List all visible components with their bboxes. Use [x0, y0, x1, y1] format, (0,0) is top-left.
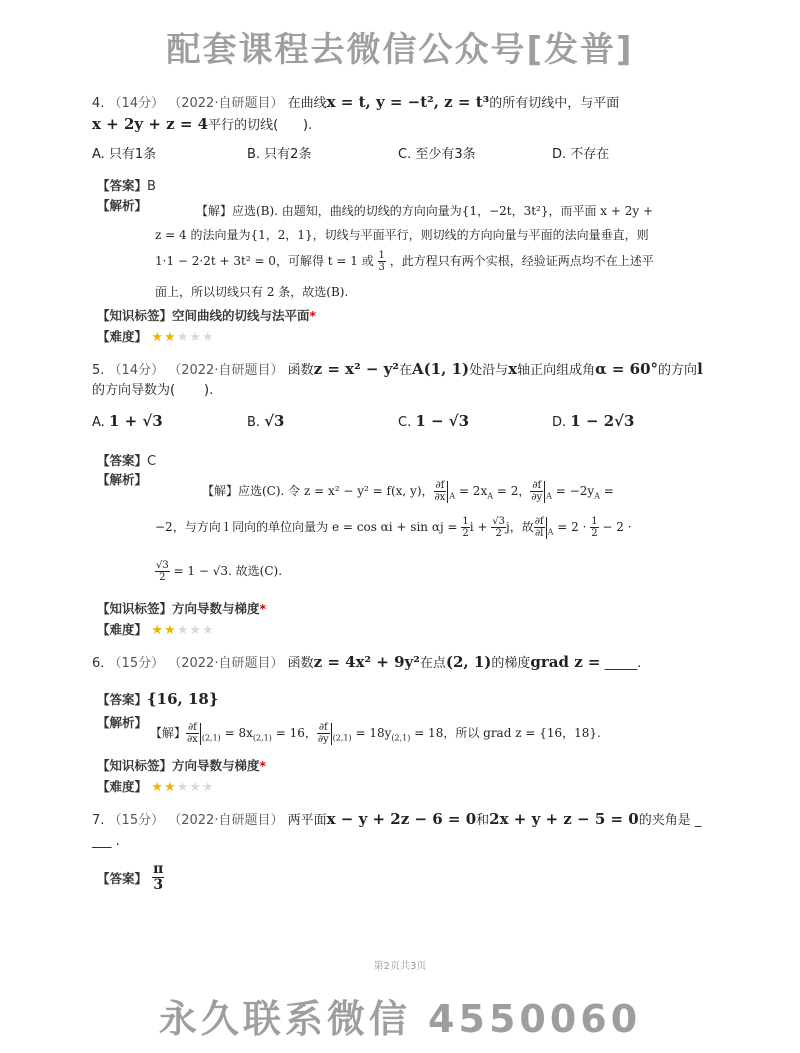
subscript: (2,1): [201, 733, 221, 743]
q6-text-a: 函数: [287, 656, 314, 671]
q5-stem: [92, 359, 752, 380]
q6-blank: _____: [604, 656, 638, 671]
q5-option-a[interactable]: [92, 412, 163, 430]
q5-option-d[interactable]: [552, 412, 634, 430]
frac-num: 1: [378, 250, 385, 261]
q6-text-c: 的梯度: [491, 656, 531, 671]
subscript: (2,1): [332, 733, 352, 743]
q4-stem-text-4: ).: [302, 118, 313, 133]
q6-answer: [97, 689, 219, 708]
q5-stem-line2: [92, 382, 213, 400]
q4-option-a[interactable]: A. 只有1条: [92, 147, 157, 162]
q4-sol-line3: [155, 250, 654, 273]
frac-den: 2: [495, 528, 502, 539]
q5-option-c-key: C.: [398, 415, 412, 430]
q5-text-b: 在: [398, 363, 412, 378]
q5-option-a-val: 1 + √3: [108, 412, 163, 430]
frac-den: 2: [159, 572, 166, 583]
q7-answer: [97, 862, 164, 894]
q6-source: （2022·自研题目）: [168, 656, 284, 671]
required-asterisk: *: [259, 601, 267, 616]
q6-sol-e: = 18，所以 grad z = {16，18}.: [414, 726, 601, 740]
fraction: [534, 516, 545, 539]
q5-answer: [97, 450, 156, 469]
q7-text-b: 和: [476, 813, 490, 828]
frac-num: 1: [462, 516, 469, 527]
q5-math-1: z = x² − y²: [313, 360, 399, 378]
q4-option-d[interactable]: D. 不存在: [552, 147, 610, 162]
q7-score: （15分）: [108, 813, 165, 828]
q7-number: 7.: [92, 813, 105, 828]
star-empty-icon: ★★★: [176, 780, 215, 795]
q4-answer: [97, 175, 156, 194]
q5-sol-b: = 2x: [458, 484, 488, 498]
answer-label: 【答案】: [97, 178, 148, 193]
subscript: A: [547, 527, 554, 537]
eval-bar: [331, 723, 332, 745]
frac-num: ∂f: [532, 480, 542, 491]
q6-math-3: grad z =: [530, 653, 601, 671]
q5-score: （14分）: [108, 363, 165, 378]
q4-stem-math-2: x + 2y + z = 4: [92, 115, 209, 133]
q4-tag-text: 空间曲线的切线与法平面: [172, 308, 310, 323]
q5-knowledge-tag: [97, 599, 266, 617]
q5-math-2: A(1, 1): [411, 360, 470, 378]
q4-analysis-label: 【解析】: [97, 198, 148, 213]
q5-sol-f: −2，与方向 l 同向的单位向量为 e = cos αi + sin αj =: [155, 520, 458, 534]
frac-num: π: [153, 861, 164, 877]
q6-text-b: 在点: [419, 656, 446, 671]
fraction: [530, 480, 543, 503]
q4-sol-line3-b: ，此方程只有两个实根，经验证两点均不在上述平: [389, 254, 654, 268]
q5-text-c: 处沿与: [469, 363, 509, 378]
q5-option-d-key: D.: [552, 415, 567, 430]
q4-stem-text-3: 平行的切线(: [208, 118, 279, 133]
q6-sol-d: = 18y: [355, 726, 392, 740]
q6-math-2: (2, 1): [445, 653, 492, 671]
q7-text-a: 两平面: [287, 813, 327, 828]
q5-math-4: α = 60°: [595, 360, 659, 378]
fraction: [378, 250, 386, 273]
eval-bar: [546, 517, 547, 539]
frac-num: √3: [492, 516, 506, 527]
q4-stem-math-1: x = t, y = −t², z = t³: [326, 93, 490, 111]
q6-sol-b: = 8x: [224, 726, 253, 740]
q5-tag-text: 方向导数与梯度: [172, 601, 260, 616]
q6-stem: [92, 652, 752, 673]
frac-den: 2: [591, 528, 598, 539]
q7-math-2: 2x + y + z − 5 = 0: [489, 810, 639, 828]
answer-label: 【答案】: [97, 692, 148, 707]
frac-den: ∂x: [434, 492, 446, 503]
q5-analysis-label: 【解析】: [97, 472, 148, 487]
q6-difficulty: [97, 777, 215, 795]
star-filled-icon: ★★: [151, 623, 177, 638]
q6-sol-c: = 16，: [275, 726, 317, 740]
difficulty-stars: [151, 330, 214, 345]
page-footer: 第2页共3页: [373, 961, 427, 972]
fraction: [491, 516, 506, 539]
difficulty-label: 【难度】: [97, 622, 148, 637]
watermark-top: 配套课程去微信公众号[发普]: [166, 30, 634, 70]
knowledge-label: 【知识标签】: [97, 601, 173, 616]
q4-sol-line1: 【解】应选(B). 由题知，曲线的切线的方向向量为{1，−2t，3t²}，而平面 x + 2y +: [196, 204, 654, 218]
subscript: A: [594, 491, 600, 501]
fraction: [186, 722, 199, 745]
q4-difficulty: [97, 327, 215, 345]
q5-option-d-val: 1 − 2√3: [570, 412, 635, 430]
frac-den: 3: [153, 877, 164, 894]
answer-label: 【答案】: [97, 870, 148, 886]
q4-option-b[interactable]: B. 只有2条: [247, 147, 312, 162]
knowledge-label: 【知识标签】: [97, 758, 173, 773]
q4-sol-line4: 面上，所以切线只有 2 条，故选(B).: [155, 285, 349, 299]
q5-sol-a: 【解】应选(C). 令 z = x² − y² = f(x, y)，: [202, 484, 434, 498]
q7-math-1: x − y + 2z − 6 = 0: [326, 810, 477, 828]
q5-text-f: 的方向导数为(: [92, 383, 176, 398]
frac-num: ∂f: [187, 722, 197, 733]
q5-sol-k: = 1 − √3. 故选(C).: [173, 564, 283, 578]
q7-text-c: 的夹角是 _: [638, 813, 702, 828]
difficulty-label: 【难度】: [97, 329, 148, 344]
q5-option-b[interactable]: [247, 412, 285, 430]
q6-sol: [150, 722, 601, 745]
q4-source: （2022·自研题目）: [168, 96, 284, 111]
q5-option-b-val: √3: [264, 412, 285, 430]
subscript: A: [487, 491, 493, 501]
frac-num: √3: [156, 560, 169, 571]
subscript: A: [449, 491, 456, 501]
q5-sol-line2: [155, 516, 632, 539]
q5-text-d: 轴正向组成角: [517, 363, 596, 378]
q5-option-a-key: A.: [92, 415, 105, 430]
subscript: (2,1): [252, 733, 272, 743]
q4-sol-line2: z = 4 的法向量为{1，2，1}，切线与平面平行，则切线的方向向量与平面的法向量垂直，则: [155, 228, 649, 242]
q4-knowledge-tag: [97, 306, 316, 324]
answer-label: 【答案】: [97, 453, 148, 468]
q5-sol-c: = 2，: [496, 484, 531, 498]
eval-bar: [200, 723, 201, 745]
star-filled-icon: ★★: [151, 330, 177, 345]
frac-num: ∂f: [435, 480, 445, 491]
q6-text-end: .: [637, 656, 642, 671]
q4-option-c[interactable]: C. 至少有3条: [398, 147, 476, 162]
q5-sol-j: − 2 ·: [602, 520, 632, 534]
q4-stem-line2: [92, 114, 312, 135]
frac-den: ∂y: [317, 734, 329, 745]
subscript: (2,1): [391, 733, 411, 743]
q5-option-c-val: 1 − √3: [415, 412, 470, 430]
q5-sol-line3: [155, 560, 282, 583]
q7-answer-fraction: [152, 862, 164, 894]
q5-option-b-key: B.: [247, 415, 261, 430]
q4-score: （14分）: [108, 96, 165, 111]
q5-text-g: ).: [204, 383, 214, 398]
q5-option-c[interactable]: [398, 412, 469, 430]
q7-stem: [92, 809, 752, 830]
frac-den: 3: [378, 262, 385, 273]
q5-sol-g: i +: [469, 520, 488, 534]
frac-num: 1: [591, 516, 598, 527]
q5-sol-i: = 2 ·: [557, 520, 587, 534]
subscript: A: [546, 491, 552, 501]
q6-knowledge-tag: [97, 756, 266, 774]
q5-sol-e: =: [603, 484, 614, 498]
q6-math-1: z = 4x² + 9y²: [313, 653, 420, 671]
q4-answer-value: B: [147, 179, 156, 194]
star-filled-icon: ★★: [151, 780, 177, 795]
q7-stem-line2: ___ .: [92, 834, 120, 849]
q5-difficulty: [97, 620, 215, 638]
fraction: [155, 560, 170, 583]
q5-math-5: l: [697, 360, 703, 378]
q5-text-a: 函数: [287, 363, 314, 378]
q5-sol-d: = −2y: [555, 484, 595, 498]
star-empty-icon: ★★★: [176, 330, 215, 345]
q5-source: （2022·自研题目）: [168, 363, 284, 378]
q5-sol-line1: [202, 480, 614, 503]
q6-number: 6.: [92, 656, 105, 671]
star-empty-icon: ★★★: [176, 623, 215, 638]
q5-answer-value: C: [147, 454, 157, 469]
fraction: [590, 516, 598, 539]
fraction: [461, 516, 469, 539]
q5-sol-h: j，故: [506, 520, 534, 534]
q6-analysis-label: 【解析】: [97, 715, 148, 730]
q4-sol-line3-a: 1·1 − 2·2t + 3t² = 0，可解得 t = 1 或: [155, 254, 374, 268]
q5-text-e: 的方向: [658, 363, 698, 378]
frac-den: 2: [462, 528, 469, 539]
frac-den: ∂l: [535, 528, 544, 539]
fraction: [317, 722, 330, 745]
watermark-bottom: 永久联系微信 4550060: [158, 997, 642, 1041]
q4-stem-text-2: 的所有切线中，与平面: [489, 96, 620, 111]
fraction: [434, 480, 447, 503]
q4-number: 4.: [92, 96, 105, 111]
q6-answer-value: {16, 18}: [147, 690, 219, 708]
q6-tag-text: 方向导数与梯度: [172, 758, 260, 773]
q5-number: 5.: [92, 363, 105, 378]
q6-sol-a: 【解】: [150, 726, 187, 740]
difficulty-stars: [151, 780, 214, 795]
frac-den: ∂y: [531, 492, 543, 503]
frac-num: ∂f: [318, 722, 328, 733]
frac-den: ∂x: [187, 734, 198, 745]
q4-stem-text-1: 在曲线: [287, 96, 327, 111]
q6-score: （15分）: [108, 656, 165, 671]
frac-num: ∂f: [534, 516, 544, 527]
q5-math-3: x: [508, 360, 518, 378]
knowledge-label: 【知识标签】: [97, 308, 173, 323]
q7-source: （2022·自研题目）: [168, 813, 284, 828]
q4-stem: [92, 92, 732, 113]
required-asterisk: *: [309, 308, 317, 323]
difficulty-stars: [151, 623, 214, 638]
required-asterisk: *: [259, 758, 267, 773]
difficulty-label: 【难度】: [97, 779, 148, 794]
